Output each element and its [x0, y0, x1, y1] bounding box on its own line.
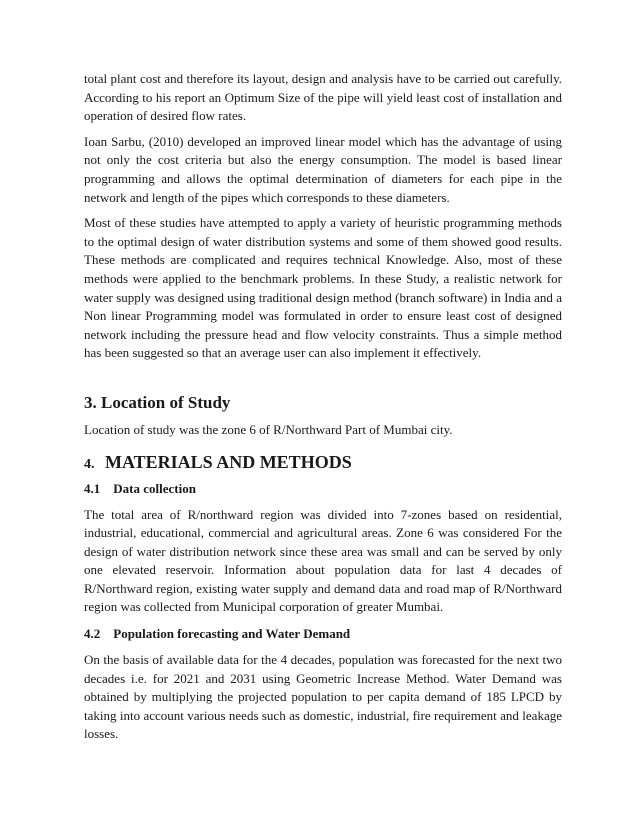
- subsection-4-2-heading: [84, 626, 562, 642]
- section-4-number: 4.: [84, 456, 95, 472]
- subsection-4-1-number: 4.1: [84, 480, 101, 496]
- subsection-4-1-title: Data collection: [113, 480, 196, 496]
- subsection-4-1-text: The total area of R/northward region was divided into 7-zones based on residential, industrial, educational, commercial and agricultural areas. Zone 6 was considered For the design of water distribution network since these area was small and can be served by only one elevated reservoir. Information about population data for last 4 decades of R/Northward region, existing water supply and demand data and road map of R/Northward region was collected from Municipal corporation of greater Mumbai.: [84, 506, 562, 615]
- paragraph-heuristic-studies: Most of these studies have attempted to apply a variety of heuristic programming methods to the optimal design of water distribution systems and some of them showed good results. These methods are complicated and requires technical Knowledge. Also, most of these methods were applied to the benchmark problems. In these Study, a realistic network for water supply was designed using traditional design method (branch software) in India and a Non linear Programming model was formulated in order to ensure least cost of designed network including the pressure head and flow velocity constraints. Thus a simple method has been suggested so that an average user can also implement it effectively.: [84, 215, 562, 361]
- section-3-text: Location of study was the zone 6 of R/Northward Part of Mumbai city.: [84, 421, 453, 437]
- subsection-4-2-title: Population forecasting and Water Demand: [113, 626, 351, 642]
- section-3-heading: 3. Location of Study: [84, 392, 231, 412]
- section-4-heading: [84, 452, 562, 473]
- subsection-4-2-number: 4.2: [84, 626, 101, 642]
- paragraph-sarbu-model: Ioan Sarbu, (2010) developed an improved linear model which has the advantage of using not only the cost criteria but also the energy consumption. The model is based linear programming and allows the optimal determination of diameters for each pipe in the network and length of the pipes which corresponds to these diameters.: [84, 133, 562, 205]
- document-page: [84, 70, 562, 744]
- subsection-4-1-heading: [84, 481, 562, 497]
- paragraph-cost-analysis: total plant cost and therefore its layout, design and analysis have to be carried out carefully. According to his report an Optimum Size of the pipe will yield least cost of installation and operation of desired flow rates.: [84, 71, 562, 124]
- subsection-4-2-text: On the basis of available data for the 4 decades, population was forecasted for the next two decades i.e. for 2021 and 2031 using Geometric Increase Method. Water Demand was obtained by multiplying the projected population to per capita demand of 185 LPCD by taking into account various needs such as domestic, industrial, fire requirement and leakage losses.: [84, 652, 562, 742]
- section-4-title: MATERIALS AND METHODS: [105, 451, 352, 472]
